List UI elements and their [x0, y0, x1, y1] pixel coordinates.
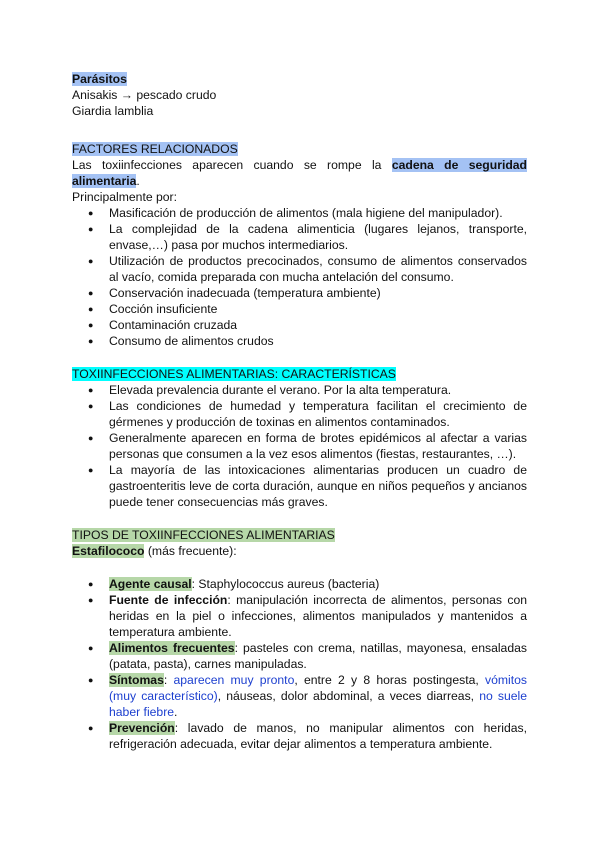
factores-lead: Principalmente por: — [72, 190, 177, 204]
caracteristicas-heading: TOXIINFECCIONES ALIMENTARIAS: CARACTERÍSTICAS — [72, 367, 396, 381]
factores-intro: Las toxiinfecciones aparecen cuando se rompe la cadena de seguridad alimentaria. — [72, 158, 527, 188]
list-item: ● La mayoría de las intoxicaciones alimentarias producen un cuadro de gastroenteritis leve de corta duración, aunque en niños pequeños y ancianos puede tener consecuencias más graves. — [72, 462, 527, 510]
list-item: ● Consumo de alimentos crudos — [72, 333, 527, 349]
list-item: ● Contaminación cruzada — [72, 317, 527, 333]
list-item-alimentos: ● Alimentos frecuentes: pasteles con crema, natillas, mayonesa, ensaladas (patata, pasta), carnes manipuladas. — [72, 640, 527, 672]
list-item: ● La complejidad de la cadena alimenticia (lugares lejanos, transporte, envase,…) pasa por muchos intermediarios. — [72, 221, 527, 253]
list-item: ● Generalmente aparecen en forma de brotes epidémicos al afectar a varias personas que consumen a la vez esos alimentos (fiestas, restaurantes, …). — [72, 430, 527, 462]
list-item: ● Cocción insuficiente — [72, 301, 527, 317]
spacer — [72, 559, 527, 576]
parasito-line: Anisakis → pescado crudo — [72, 88, 217, 102]
list-item: ● Utilización de productos precocinados, consumo de alimentos conservados al vacío, comida preparada con mucha antelación del consumo. — [72, 253, 527, 285]
list-item-fuente: ● Fuente de infección: manipulación incorrecta de alimentos, personas con heridas en la piel o infecciones, alimentos manipulados y mantenidos a temperatura ambiente. — [72, 592, 527, 640]
parasito-line: Giardia lamblia — [72, 104, 154, 118]
tipos-heading: TIPOS DE TOXIINFECCIONES ALIMENTARIAS — [72, 528, 335, 542]
tipos-subtitle: Estafilococo (más frecuente): — [72, 544, 237, 558]
list-item: ● Masificación de producción de alimentos (mala higiene del manipulador). — [72, 205, 527, 221]
parasitos-heading: Parásitos — [72, 72, 127, 86]
caracteristicas-list — [72, 382, 527, 510]
list-item: ● Elevada prevalencia durante el verano. Por la alta temperatura. — [72, 382, 527, 398]
factores-list — [72, 205, 527, 349]
factores-heading: FACTORES RELACIONADOS — [72, 142, 238, 156]
list-item: ● Conservación inadecuada (temperatura ambiente) — [72, 285, 527, 301]
list-item-agente: ● Agente causal: Staphylococcus aureus (bacteria) — [72, 576, 527, 592]
list-item-prevencion: ● Prevención: lavado de manos, no manipular alimentos con heridas, refrigeración adecuada, evitar dejar alimentos a temperatura ambiente. — [72, 720, 527, 752]
tipos-list — [72, 576, 527, 752]
list-item-sintomas: ● Síntomas: aparecen muy pronto, entre 2 y 8 horas postingesta, vómitos (muy característico), náuseas, dolor abdominal, a veces diarreas, no suele haber fiebre. — [72, 672, 527, 720]
document-page — [72, 71, 527, 752]
list-item: ● Las condiciones de humedad y temperatura facilitan el crecimiento de gérmenes y producción de toxinas en alimentos contaminados. — [72, 398, 527, 430]
